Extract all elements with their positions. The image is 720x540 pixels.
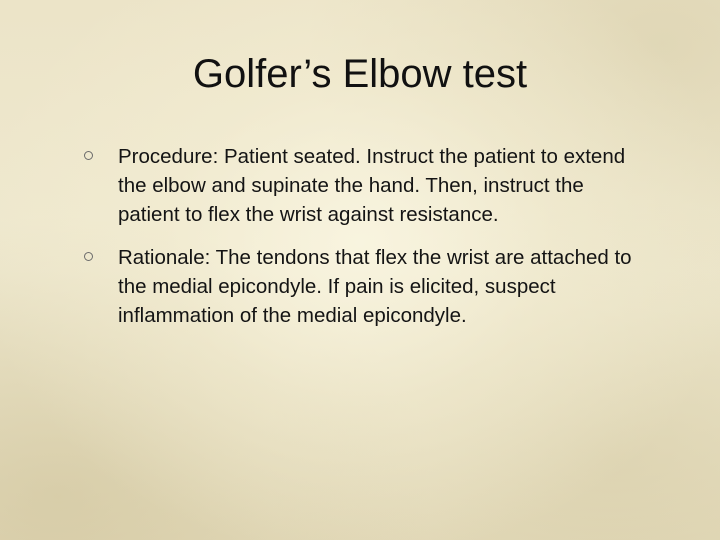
bullet-item-procedure <box>84 142 644 229</box>
slide-title: Golfer’s Elbow test <box>192 52 528 96</box>
bullet-item-rationale <box>84 243 644 330</box>
hollow-circle-bullet-icon <box>84 252 93 261</box>
hollow-circle-bullet-icon <box>84 151 93 160</box>
bullet-text: Procedure: Patient seated. Instruct the patient to extend the elbow and supinate the hand. Then, instruct the patient to flex the wrist against resistance. <box>118 145 626 226</box>
bullet-list <box>84 142 644 344</box>
bullet-text: Rationale: The tendons that flex the wrist are attached to the medial epicondyle. If pain is elicited, suspect inflammation of the medial epicondyle. <box>118 246 632 327</box>
